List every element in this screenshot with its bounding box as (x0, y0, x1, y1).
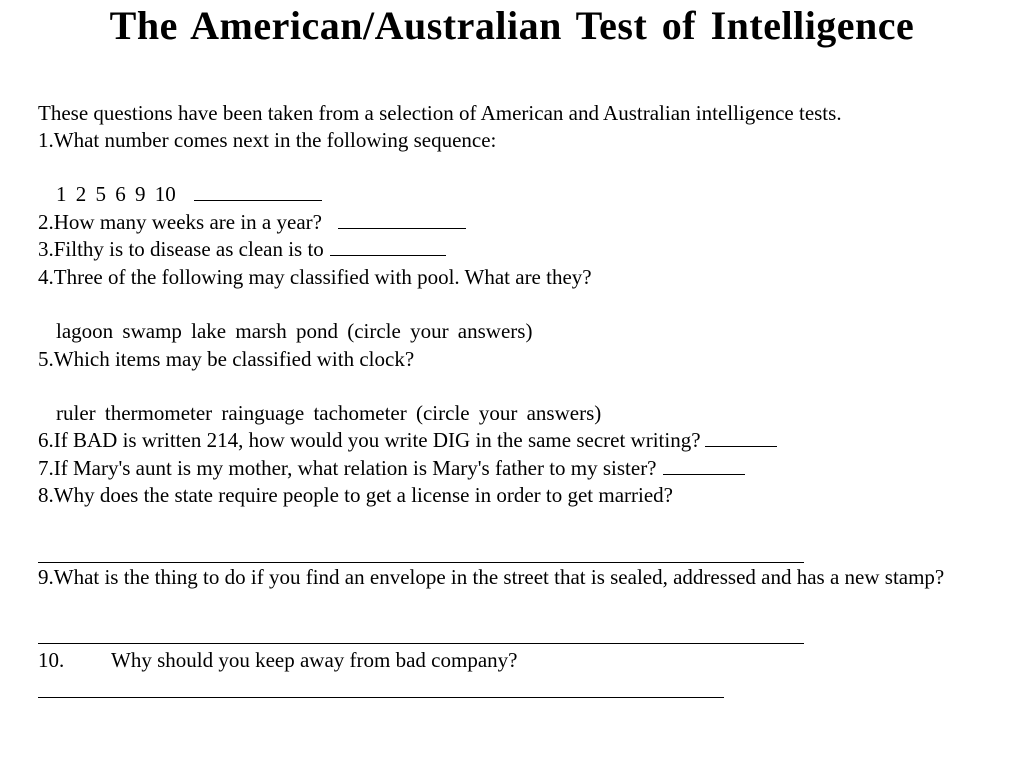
question-6-row (38, 427, 777, 453)
answer-blank-2[interactable] (338, 210, 466, 229)
question-7-row (38, 455, 745, 481)
answer-line-10[interactable] (38, 697, 724, 698)
question-7: 7.If Mary's aunt is my mother, what relation is Mary's father to my sister? (38, 456, 657, 480)
question-8: 8.Why does the state require people to get a license in order to get married? (38, 483, 674, 507)
question-2-row (38, 209, 466, 235)
question-10: Why should you keep away from bad company? (111, 648, 518, 672)
question-3: 3.Filthy is to disease as clean is to (38, 237, 324, 261)
question-5: 5.Which items may be classified with clock? (38, 347, 415, 371)
answer-blank-7[interactable] (663, 456, 745, 475)
question-4: 4.Three of the following may classified with pool. What are they? (38, 265, 592, 289)
question-1-answer-row (56, 181, 322, 207)
intro-text: These questions have been taken from a selection of American and Australian intelligence tests. (38, 101, 842, 125)
question-10-row (38, 647, 517, 673)
answer-line-9[interactable] (38, 643, 804, 644)
answer-line-8[interactable] (38, 562, 804, 563)
question-9: 9.What is the thing to do if you find an envelope in the street that is sealed, addressed and has a new stamp? (38, 565, 945, 589)
question-2: 2.How many weeks are in a year? (38, 210, 322, 234)
answer-blank-3[interactable] (330, 237, 446, 256)
page-title: The American/Australian Test of Intelligence (109, 3, 915, 48)
number-sequence: 1 2 5 6 9 10 (56, 182, 176, 206)
question-6: 6.If BAD is written 214, how would you write DIG in the same secret writing? (38, 428, 701, 452)
question-5-options[interactable]: ruler thermometer rainguage tachometer (circle your answers) (56, 401, 602, 425)
answer-blank-1[interactable] (194, 182, 322, 201)
question-10-number: 10. (38, 648, 65, 672)
question-1: 1.What number comes next in the following sequence: (38, 128, 497, 152)
question-4-options[interactable]: lagoon swamp lake marsh pond (circle your answers) (56, 319, 533, 343)
question-3-row (38, 236, 446, 262)
answer-blank-6[interactable] (705, 428, 777, 447)
